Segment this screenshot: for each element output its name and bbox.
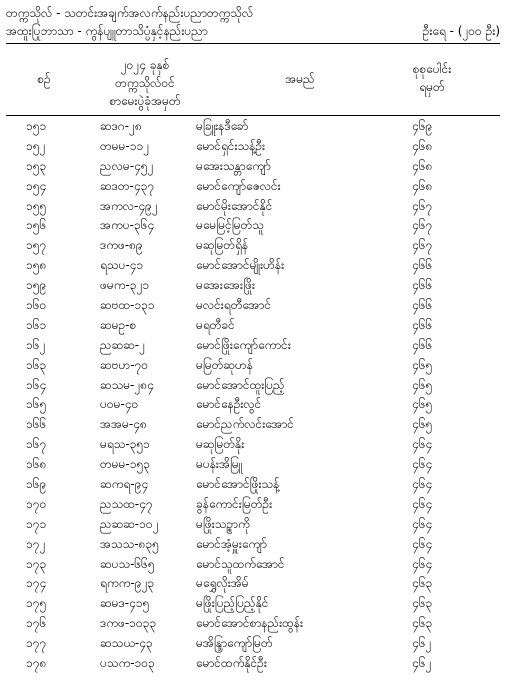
student-name: မအိန္ဒြာကျော်မြတ် [196, 636, 273, 651]
total-mark: ၄၆၃ [412, 596, 433, 611]
table-row [0, 336, 506, 356]
student-name: မောင်သူထက်အောင် [196, 556, 285, 571]
total-mark: ၄၆၇ [412, 218, 433, 233]
student-name: မောင်ကျော်ဇေလင်း [196, 178, 281, 193]
exam-roll-number: ဆဗထ-၁၃၁ [100, 298, 155, 313]
student-name: မောင်မိုးအောင်နိုင် [196, 198, 273, 213]
exam-roll-number: ဆဒတ-၄၃၇ [100, 178, 155, 193]
total-mark: ၄၆၅ [412, 377, 433, 392]
exam-roll-number: ဆဗဟ-၇၀ [100, 357, 149, 372]
exam-roll-number: ပဝမ-၄၀ [100, 397, 139, 412]
col-header-name: အမည် [285, 72, 315, 86]
col-header-no: စဉ် [37, 72, 51, 86]
exam-roll-number: ဒကဖ-၈၉ [100, 238, 143, 253]
row-number: ၁၅၄ [26, 178, 47, 193]
row-number: ၁၇၃ [26, 556, 47, 571]
document-header [6, 4, 500, 40]
col-header-roll-line3: စာမေးပွဲခုံအမှတ် [109, 94, 181, 108]
student-name: မောင်ဖြိုးကျော်ကောင်း [196, 337, 291, 352]
header-top-rule [6, 43, 500, 44]
table-row [0, 316, 506, 336]
student-name: မောင်နေဦးလွင် [196, 397, 262, 412]
student-name: မဖြိုးသဥ္စာကို [196, 516, 250, 531]
student-name: မောင်ထက်နိုင်ဦး [196, 656, 267, 671]
student-name: မောင်အောင်ဖြိုးသန့် [196, 477, 280, 492]
table-row [0, 137, 506, 157]
exam-roll-number: ဆကရ-၉၄ [100, 477, 149, 492]
table-row [0, 236, 506, 256]
row-number: ၁၇၅ [26, 596, 47, 611]
total-mark: ၄၆၃ [412, 576, 433, 591]
student-name: မဆုမြတ်နိုး [196, 437, 245, 452]
total-mark: ၄၆၈ [412, 138, 433, 153]
total-mark: ၄၆၂ [412, 636, 432, 651]
student-name: မောင်ရှင်းသန့်ဦး [196, 138, 266, 153]
specialization-text: အထူးပြုဘာသာ - ကွန်ပျူတာသိပ္ပံနှင့်နည်းပညာ [6, 24, 208, 38]
exam-roll-number: ညသထ-၄၇ [100, 496, 153, 511]
student-name: မရွှေလိုးအိမ် [196, 576, 249, 591]
table-row [0, 117, 506, 137]
total-mark: ၄၆၈ [412, 178, 433, 193]
student-count: ဦးရေ - (၂၀၀ ဦး) [422, 24, 500, 38]
exam-roll-number: တမမ-၁၁၂ [100, 138, 150, 153]
total-mark: ၄၆၆ [412, 317, 433, 332]
student-name: မမေမြင့်မြတ်သူ [196, 218, 264, 233]
student-name: မဖြိုးပြည့်ပြည့်နိုင် [196, 596, 269, 611]
table-row [0, 177, 506, 197]
total-mark: ၄၆၂ [412, 656, 432, 671]
university-line: တက္ကသိုလ် - သတင်းအချက်အလက်နည်းပညာတက္ကသိုလ် [6, 6, 254, 20]
table-row [0, 216, 506, 236]
student-name: မပန်းအိမြူ [196, 457, 243, 472]
exam-roll-number: အကပ-၃၆၄ [100, 218, 155, 233]
exam-roll-number: ဆဒဂ-၂၈ [100, 119, 142, 133]
results-table-body [0, 117, 506, 674]
student-name: မမြတ်ဆုဟန် [196, 357, 253, 372]
total-mark: ၄၆၆ [412, 337, 433, 352]
total-mark: ၄၆၈ [412, 158, 433, 173]
exam-roll-number: ဆပသ-၆၆၅ [100, 556, 155, 571]
row-number: ၁၇၀ [26, 496, 47, 511]
exam-roll-number: အကလ-၄၉၂ [100, 198, 158, 213]
col-header-mark-line1: စုစုပေါင်း [412, 62, 452, 76]
total-mark: ၄၆၃ [412, 616, 433, 631]
exam-roll-number: ဆမဒ-၄၁၅ [100, 596, 150, 611]
row-number: ၁၆၈ [26, 457, 47, 472]
student-name: မောင်ညက်လင်းအောင် [196, 417, 294, 432]
table-row [0, 594, 506, 614]
table-row [0, 435, 506, 455]
row-number: ၁၇၂ [26, 536, 46, 551]
row-number: ၁၇၇ [26, 636, 47, 651]
row-number: ၁၆၄ [26, 377, 47, 392]
table-row [0, 535, 506, 555]
total-mark: ၄၆၅ [412, 417, 433, 432]
exam-roll-number: ဆသမ-၂၈၄ [100, 377, 154, 392]
row-number: ၁၅၅ [26, 198, 47, 213]
table-row [0, 296, 506, 316]
exam-roll-number: ညလမ-၄၅၂ [100, 158, 154, 173]
exam-roll-number: ရကက-၉၂၃ [100, 576, 155, 591]
exam-roll-number: ဖမက-၃၂၁ [100, 278, 150, 293]
table-row [0, 555, 506, 575]
row-number: ၁၆၇ [26, 437, 47, 452]
table-row [0, 614, 506, 634]
table-row [0, 495, 506, 515]
student-name: မောင်အောင်ထူးပြည့် [196, 377, 285, 392]
student-name: မောင်အံ့မှူးကျော် [196, 536, 267, 551]
total-mark: ၄၆၆ [412, 298, 433, 313]
student-name: မခြူးနဒီခော် [196, 119, 249, 133]
row-number: ၁၆၆ [26, 417, 47, 432]
total-mark: ၄၆၇ [412, 238, 433, 253]
row-number: ၁၇၄ [26, 576, 47, 591]
student-name: မောင်အောင်စာနည်းထွန်း [196, 616, 304, 631]
total-mark: ၄၆၅ [412, 397, 433, 412]
exam-roll-number: ဒကဖ-၁၀၃၃ [100, 616, 157, 631]
table-row [0, 276, 506, 296]
total-mark: ၄၆၄ [412, 437, 433, 452]
table-row [0, 395, 506, 415]
row-number: ၁၅၃ [26, 158, 47, 173]
row-number: ၁၅၆ [26, 218, 47, 233]
table-row [0, 475, 506, 495]
row-number: ၁၆၃ [26, 357, 47, 372]
exam-roll-number: ဆသယ-၄၃ [100, 636, 153, 651]
col-header-mark-line2: ရမှတ် [419, 80, 445, 94]
total-mark: ၄၆၄ [412, 496, 433, 511]
table-row [0, 256, 506, 276]
row-number: ၁၇၆ [26, 616, 47, 631]
student-name: မအေးအေးဖြိုး [196, 278, 255, 293]
table-row [0, 654, 506, 674]
total-mark: ၄၆၉ [412, 119, 433, 133]
student-name: ခွန်ကောင်းမြတ်ဦး [196, 496, 273, 511]
exam-roll-number: ညဆဆ-၂ [100, 337, 146, 352]
student-name: မအေးသန္တာကျော် [196, 158, 271, 173]
exam-roll-number: အသသ-၈၃၅ [100, 536, 159, 551]
total-mark: ၄၆၄ [412, 457, 433, 472]
total-mark: ၄၆၄ [412, 516, 433, 531]
total-mark: ၄၆၆ [412, 258, 433, 273]
exam-roll-number: အအမ-၄၈ [100, 417, 147, 432]
table-row [0, 415, 506, 435]
total-mark: ၄၆၄ [412, 536, 433, 551]
student-name: မောင်အောင်မျိုးဟိန်း [196, 258, 285, 273]
row-number: ၁၆၂ [26, 337, 46, 352]
row-number: ၁၆၁ [26, 317, 47, 332]
specialization-line [6, 22, 500, 40]
exam-roll-number: ဆမဥ-စ [100, 317, 137, 332]
exam-roll-number: တမမ-၁၅၃ [100, 457, 150, 472]
total-mark: ၄၆၄ [412, 556, 433, 571]
row-number: ၁၇၁ [26, 516, 47, 531]
row-number: ၁၅၂ [26, 138, 46, 153]
total-mark: ၄၆၄ [412, 477, 433, 492]
table-row [0, 197, 506, 217]
total-mark: ၄၆၅ [412, 357, 433, 372]
col-header-roll-line2: တက္ကသိုလ်ဝင် [115, 76, 175, 90]
row-number: ၁၅၁ [26, 119, 47, 133]
total-mark: ၄၆၆ [412, 278, 433, 293]
header-bottom-rule [6, 115, 500, 116]
table-row [0, 356, 506, 376]
table-row [0, 157, 506, 177]
row-number: ၁၅၇ [26, 238, 47, 253]
table-row [0, 634, 506, 654]
row-number: ၁၅၉ [26, 278, 47, 293]
col-header-roll-line1: ၂၀၂၄ ခုနှစ် [120, 58, 170, 72]
table-row [0, 376, 506, 396]
row-number: ၁၆၀ [26, 298, 47, 313]
total-mark: ၄၆၇ [412, 198, 433, 213]
table-row [0, 574, 506, 594]
exam-roll-number: ရသပ-၄၁ [100, 258, 144, 273]
student-name: မဆုမြတ်ရှိန် [196, 238, 249, 253]
student-name: မရတီခင် [196, 317, 235, 332]
row-number: ၁၇၈ [26, 656, 47, 671]
exam-roll-number: ပသက-၁၀၃ [100, 656, 155, 671]
row-number: ၁၆၉ [26, 477, 47, 492]
row-number: ၁၆၅ [26, 397, 47, 412]
table-row [0, 515, 506, 535]
exam-roll-number: ညဆဆ-၁၀၂ [100, 516, 159, 531]
student-name: မလင်းရတီအောင် [196, 298, 272, 313]
table-row [0, 455, 506, 475]
column-headers [0, 56, 506, 118]
row-number: ၁၅၈ [26, 258, 47, 273]
exam-roll-number: မရသ-၃၅၁ [100, 437, 150, 452]
